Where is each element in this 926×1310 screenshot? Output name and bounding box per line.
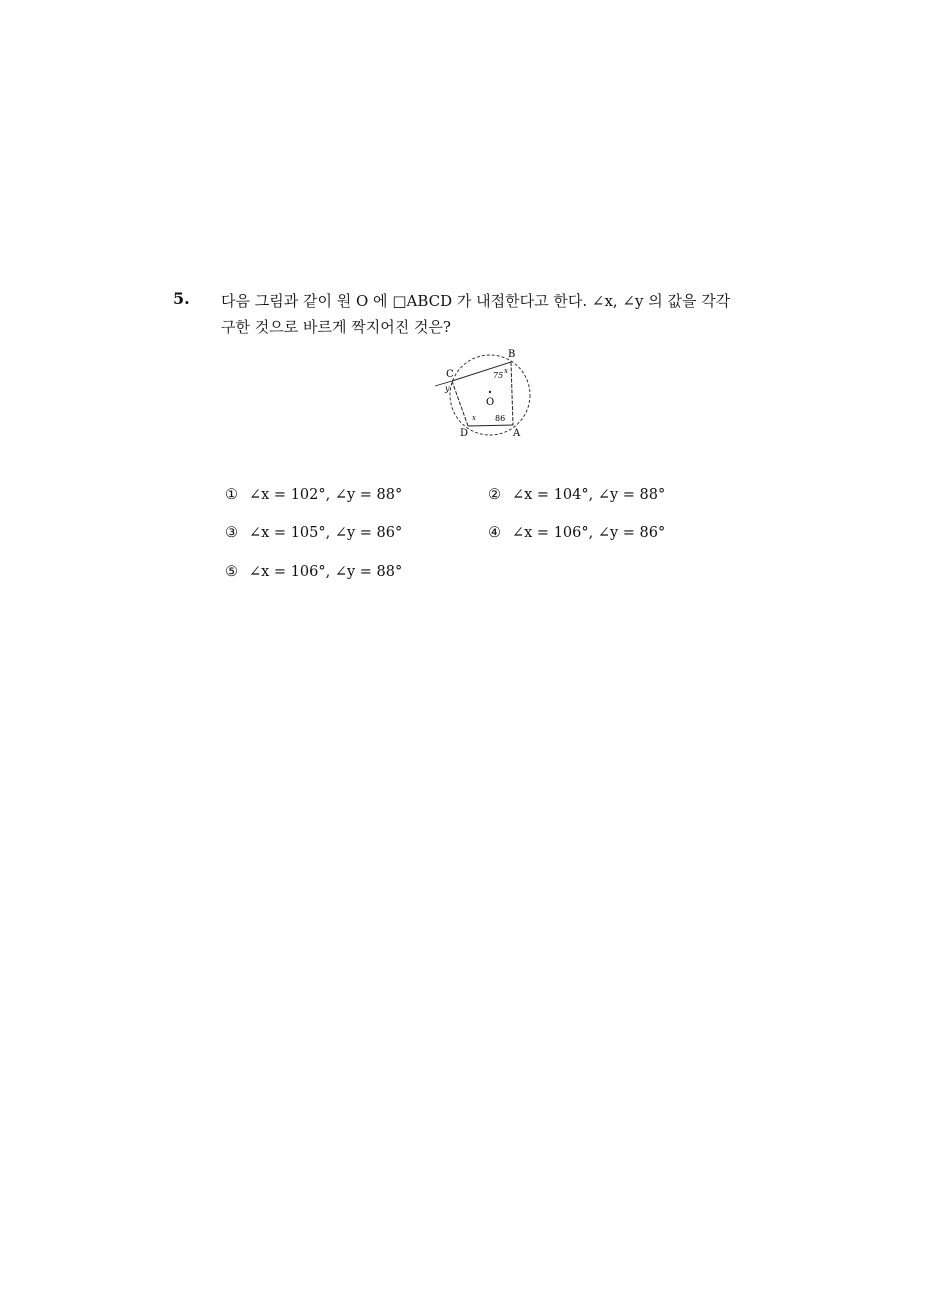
choice-3-text: ∠x = 105°, ∠y = 86° bbox=[249, 525, 403, 541]
choice-5[interactable] bbox=[225, 564, 402, 580]
circle-o bbox=[450, 355, 530, 435]
label-angle-x-d: x bbox=[472, 414, 476, 422]
label-c: C bbox=[446, 369, 454, 380]
choice-3[interactable] bbox=[225, 525, 402, 541]
choice-4-mark: ④ bbox=[488, 525, 501, 541]
choice-2-mark: ② bbox=[488, 487, 501, 503]
cyclic-quadrilateral-figure bbox=[430, 345, 540, 441]
center-point bbox=[489, 391, 491, 393]
side-dc bbox=[452, 381, 468, 426]
label-b: B bbox=[508, 349, 516, 360]
stem-line-2: 구한 것으로 바르게 짝지어진 것은? bbox=[221, 318, 451, 336]
choice-3-mark: ③ bbox=[225, 525, 238, 541]
question-number: 5. bbox=[173, 289, 190, 308]
choice-4-text: ∠x = 106°, ∠y = 86° bbox=[512, 525, 666, 541]
side-ad bbox=[468, 425, 513, 426]
label-angle-86: 86 bbox=[495, 414, 506, 423]
side-ba bbox=[511, 362, 513, 425]
label-d: D bbox=[460, 428, 469, 439]
choice-5-text: ∠x = 106°, ∠y = 88° bbox=[249, 564, 403, 580]
choice-5-mark: ⑤ bbox=[225, 564, 238, 580]
choice-2-text: ∠x = 104°, ∠y = 88° bbox=[512, 487, 666, 503]
choice-4[interactable] bbox=[488, 525, 665, 541]
label-angle-75: 75 bbox=[493, 371, 504, 380]
question-stem bbox=[221, 288, 781, 340]
choice-1-text: ∠x = 102°, ∠y = 88° bbox=[249, 487, 403, 503]
label-angle-y: y bbox=[445, 384, 450, 393]
choice-1-mark: ① bbox=[225, 487, 238, 503]
label-a: A bbox=[513, 428, 521, 439]
choice-1[interactable] bbox=[225, 487, 402, 503]
choice-2[interactable] bbox=[488, 487, 665, 503]
label-angle-x-b: x bbox=[504, 367, 508, 375]
label-o: O bbox=[486, 397, 495, 408]
stem-line-1: 다음 그림과 같이 원 O 에 □ABCD 가 내접한다고 한다. ∠x, ∠y 의 값을 각각 bbox=[221, 292, 731, 310]
